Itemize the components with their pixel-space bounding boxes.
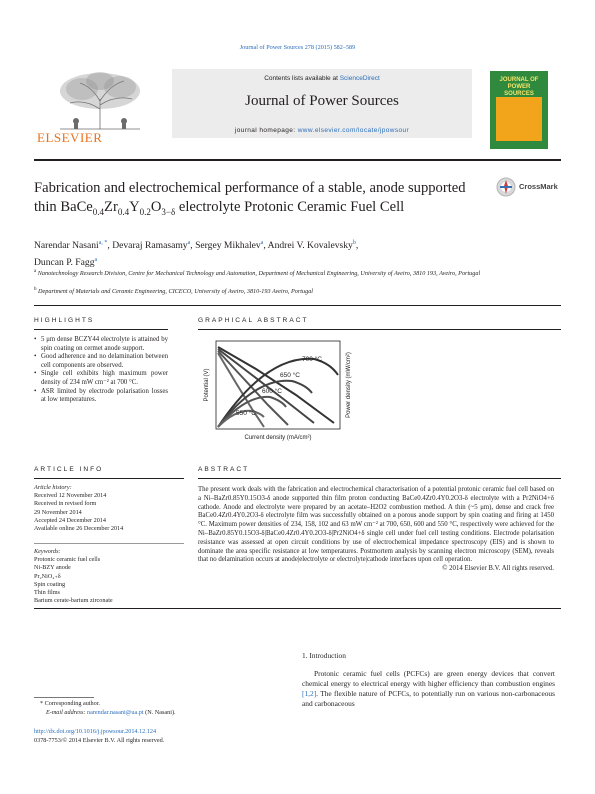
crossmark-icon	[496, 177, 516, 197]
highlight-item: • 5 μm dense BCZY44 electrolyte is attained by spin coating on cermet anode support.	[34, 336, 168, 353]
paper-title: Fabrication and electrochemical performance of a stable, anode supported thin $BaCe_{0.4}Zr_{0.4}Y_{0.2}O_{3-\delta}$ electrolyte Protonic Ceramic Fuel Cell	[34, 180, 466, 217]
journal-header	[172, 69, 472, 157]
keyword: Barium cerate-barium zirconate	[34, 597, 113, 605]
introduction-heading: 1. Introduction	[302, 651, 346, 660]
annotation-650: 650 °C	[280, 372, 300, 379]
email-link[interactable]: narendar.nasani@ua.pt	[87, 708, 144, 716]
affiliation-b: $^b$ Department of Materials and Ceramic Engineering, CICECO, University of Aveiro, 3810-193 Aveiro, Portugal	[34, 287, 314, 296]
journal-title: Journal of Power Sources	[245, 93, 399, 109]
history-line: 29 November 2014	[34, 508, 82, 516]
crossmark-label: CrossMark	[519, 182, 558, 191]
keywords	[34, 548, 184, 605]
contents-line: Contents lists available at ScienceDirect	[264, 75, 380, 82]
journal-reference[interactable]: Journal of Power Sources 278 (2015) 582–589	[239, 44, 356, 51]
article-info-rule	[34, 478, 184, 479]
bottom-matter	[34, 728, 284, 745]
highlights-heading: HIGHLIGHTS	[34, 317, 95, 324]
affiliation-rule	[34, 305, 561, 306]
doi-link[interactable]: http://dx.doi.org/10.1016/j.jpowsour.2014.12.124	[34, 728, 157, 735]
abstract-rule	[198, 478, 561, 479]
copyright: © 2014 Elsevier B.V. All rights reserved.	[442, 565, 554, 573]
front-matter-rule	[34, 608, 561, 609]
highlight-item: • ASR limited by electrode polarisation losses at low temperatures.	[34, 388, 168, 405]
annotation-550: 550 °C	[236, 410, 256, 417]
graphical-abstract-heading: GRAPHICAL ABSTRACT	[198, 317, 309, 324]
citation-link[interactable]: [1,2]	[302, 688, 317, 698]
graphical-abstract-figure[interactable]	[196, 335, 364, 447]
sciencedirect-link[interactable]: ScienceDirect	[339, 75, 380, 82]
affiliation-a: $^a$ Nanotechnology Research Division, Centre for Mechanical Technology and Automation, Department of Mechanical Engineering, University of Aveiro, 3810 193, Aveiro, Portugal	[34, 269, 481, 278]
corresponding-author-footnote	[34, 700, 254, 717]
journal-homepage: journal homepage: www.elsevier.com/locate/jpowsour	[234, 127, 410, 134]
x-axis-label: Current density (mA/cm²)	[244, 435, 312, 441]
annotation-700: 700 °C	[302, 356, 322, 363]
history-line: Received in revised form	[34, 500, 97, 508]
keyword: Pr₂NiO₄₊δ	[34, 572, 61, 580]
keywords-rule	[34, 543, 184, 544]
cover-artwork	[496, 97, 542, 141]
elsevier-logo[interactable]	[34, 69, 174, 157]
abstract-heading: ABSTRACT	[198, 466, 250, 473]
author[interactable]: Sergey Mikhalev$^a$	[195, 240, 264, 252]
journal-cover-thumbnail[interactable]	[490, 71, 548, 149]
history-label: Article history:	[34, 484, 72, 491]
footnote-rule	[34, 697, 94, 698]
keyword: Protonic ceramic fuel cells	[34, 556, 101, 564]
author-list: Narendar Nasani$^{a, *}$, Devaraj Ramasamy$^a$, Sergey Mikhalev$^a$, Andrei V. Kovalevsky$^b$, Duncan P. Fagg$^a$	[34, 240, 359, 269]
header-rule	[34, 159, 561, 161]
author[interactable]: Duncan P. Fagg$^a$	[34, 257, 98, 269]
highlight-item: • Single cell exhibits high maximum power density of 234 mW cm⁻² at 700 °C.	[34, 370, 168, 387]
author[interactable]: Narendar Nasani$^{a, *}$	[34, 240, 108, 252]
y-axis-label-right: Power density (mW/cm²)	[346, 352, 352, 418]
highlights-rule	[34, 329, 168, 330]
author[interactable]: Andrei V. Kovalevsky$^b$	[267, 240, 356, 252]
history-line: Available online 26 December 2014	[34, 525, 124, 533]
annotation-600: 600 °C	[262, 388, 282, 395]
crossmark-button[interactable]	[496, 177, 568, 197]
highlight-item: • Good adherence and no delamination between cell components are observed.	[34, 353, 168, 370]
history-line: Accepted 24 December 2014	[34, 516, 106, 524]
keyword: Spin coating	[34, 580, 66, 588]
elsevier-tree-icon	[40, 69, 160, 131]
highlights-list	[34, 336, 168, 405]
keyword: Thin films	[34, 589, 60, 597]
issn-line: 0378-7753/© 2014 Elsevier B.V. All rights reserved.	[34, 736, 165, 744]
abstract-body	[198, 486, 554, 574]
keywords-label: Keywords:	[34, 548, 61, 555]
history-line: Received 12 November 2014	[34, 492, 107, 500]
article-history	[34, 484, 184, 533]
author[interactable]: Devaraj Ramasamy$^a$	[112, 240, 191, 252]
abstract-text: The present work deals with the fabrication and electrochemical characterisation of a potential protonic ceramic fuel cell based on a Ni–BaZr0.85Y0.15O3-δ anode supported thin film proton conducting BaCe0.4Zr0.4Y0.2O3-δ electrolyte with a Pr2NiO4+δ cathode. Anode and electrolyte were prepared by an acetate–H2O2 combustion method. A thin (~5 μm), dense and crack free BaCe0.4Zr0.4Y0.2O3-δ electrolyte film was successfully obtained on a porous anode support by spin coating and firing at 1450 °C. Maximum power densities of 234, 158, 102 and 63 mW cm⁻² at 700, 650, 600 and 550 °C, respectively were achieved for the Ni–BaZr0.85Y0.15O3-δ|BaCe0.4Zr0.4Y0.2O3-δ|Pr2NiO4+δ single cell under fuel cell testing conditions. Electrode polarisation resistance was assessed at open circuit conditions by use of electrochemical impedance spectroscopy (EIS) and is shown to dominate the area specific resistance at low temperatures. Postmortem analysis by scanning electron microscopy (SEM), reveals that no delamination occurs at anode|electrolyte or electrolyte|cathode interfaces upon cell operation.	[198, 486, 554, 564]
elsevier-wordmark: ELSEVIER	[37, 130, 103, 145]
footnote-email-line: E-mail address: narendar.nasani@ua.pt (N. Nasani).	[46, 708, 176, 716]
article-info-heading: ARTICLE INFO	[34, 466, 104, 473]
footnote-star: * Corresponding author.	[40, 700, 100, 707]
homepage-link[interactable]: www.elsevier.com/locate/jpowsour	[297, 127, 410, 134]
cover-title: JOURNAL OF POWER SOURCES	[499, 77, 539, 97]
graphical-abstract-rule	[198, 329, 561, 330]
introduction-text: Protonic ceramic fuel cells (PCFCs) are green energy devices that convert chemical energy to electrical energy with higher efficiency than combustion engines [1,2]. The flexible nature of PCFCs, to potentially run on various non-carbonaceous and carbonaceous	[302, 669, 555, 708]
keyword: Ni-BZY anode	[34, 564, 71, 572]
y-axis-label-left: Potential (V)	[204, 368, 210, 402]
journal-banner	[34, 69, 561, 157]
